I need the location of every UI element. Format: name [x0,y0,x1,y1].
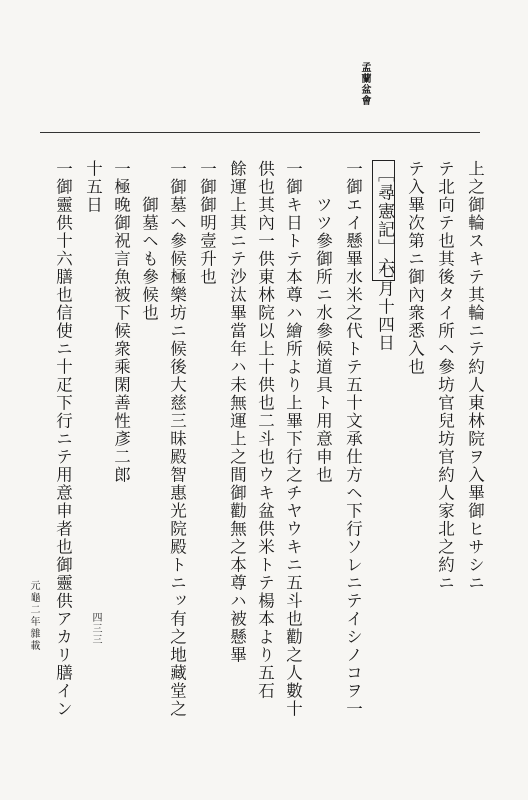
page-number: 四三三 [90,612,101,645]
text-column-13: 御墓ヘも參候也 [139,196,159,322]
text-column-3: テ入畢次第ニ御內衆悉入也 [405,160,425,376]
text-column-10: 餘運上其ニテ沙汰畢當年ハ未無運上之間御勸無之本尊ハ被懸畢 [227,160,247,664]
header-rule [40,132,480,133]
text-column-6: 一御エイ懸畢水米之代トテ五十文承仕方ヘ下行ソレニテイシノコヲ一 [343,160,363,718]
text-column-9: 供也其內一供東林院以上十供也二斗也ウキ盆供米トテ楊本より五石 [255,160,275,700]
date-heading: 七月十四日 [375,262,395,352]
text-column-11: 一御御明壹升也 [197,160,217,286]
date-heading-2: 十五日 [83,160,103,214]
running-footer: 元龜二年雜載 [28,580,39,652]
text-column-16: 一御靈供十六膳也信使ニ十疋下行ニテ用意申者也御靈供アカリ膳イン [53,160,73,718]
text-column-7: ツツ參御所ニ水參候道具ト用意申也 [313,196,333,484]
text-column-8: 一御キ日トテ本尊ハ繪所より上畢下行之チヤウキニ五斗也勸之人數十 [283,160,303,718]
text-column-12: 一御墓ヘ參候極樂坊ニ候後大慈三昧殿智惠光院殿トニッ有之地藏堂之 [167,160,187,718]
text-column-1: 上之御輪スキテ其輪ニテ約人東林院ヲ入畢御ヒサシニ [465,160,485,592]
text-column-14: 一極晚御祝言魚被下候衆乘閑善性彥二郎 [111,160,131,484]
text-column-2: テ北向テ也其後タイ所ヘ參坊官兒坊官約人家北之約ニ [435,160,455,592]
running-header: 孟蘭盆會 [359,62,370,106]
section-heading-label: ［尋憲記］六 [372,160,395,281]
